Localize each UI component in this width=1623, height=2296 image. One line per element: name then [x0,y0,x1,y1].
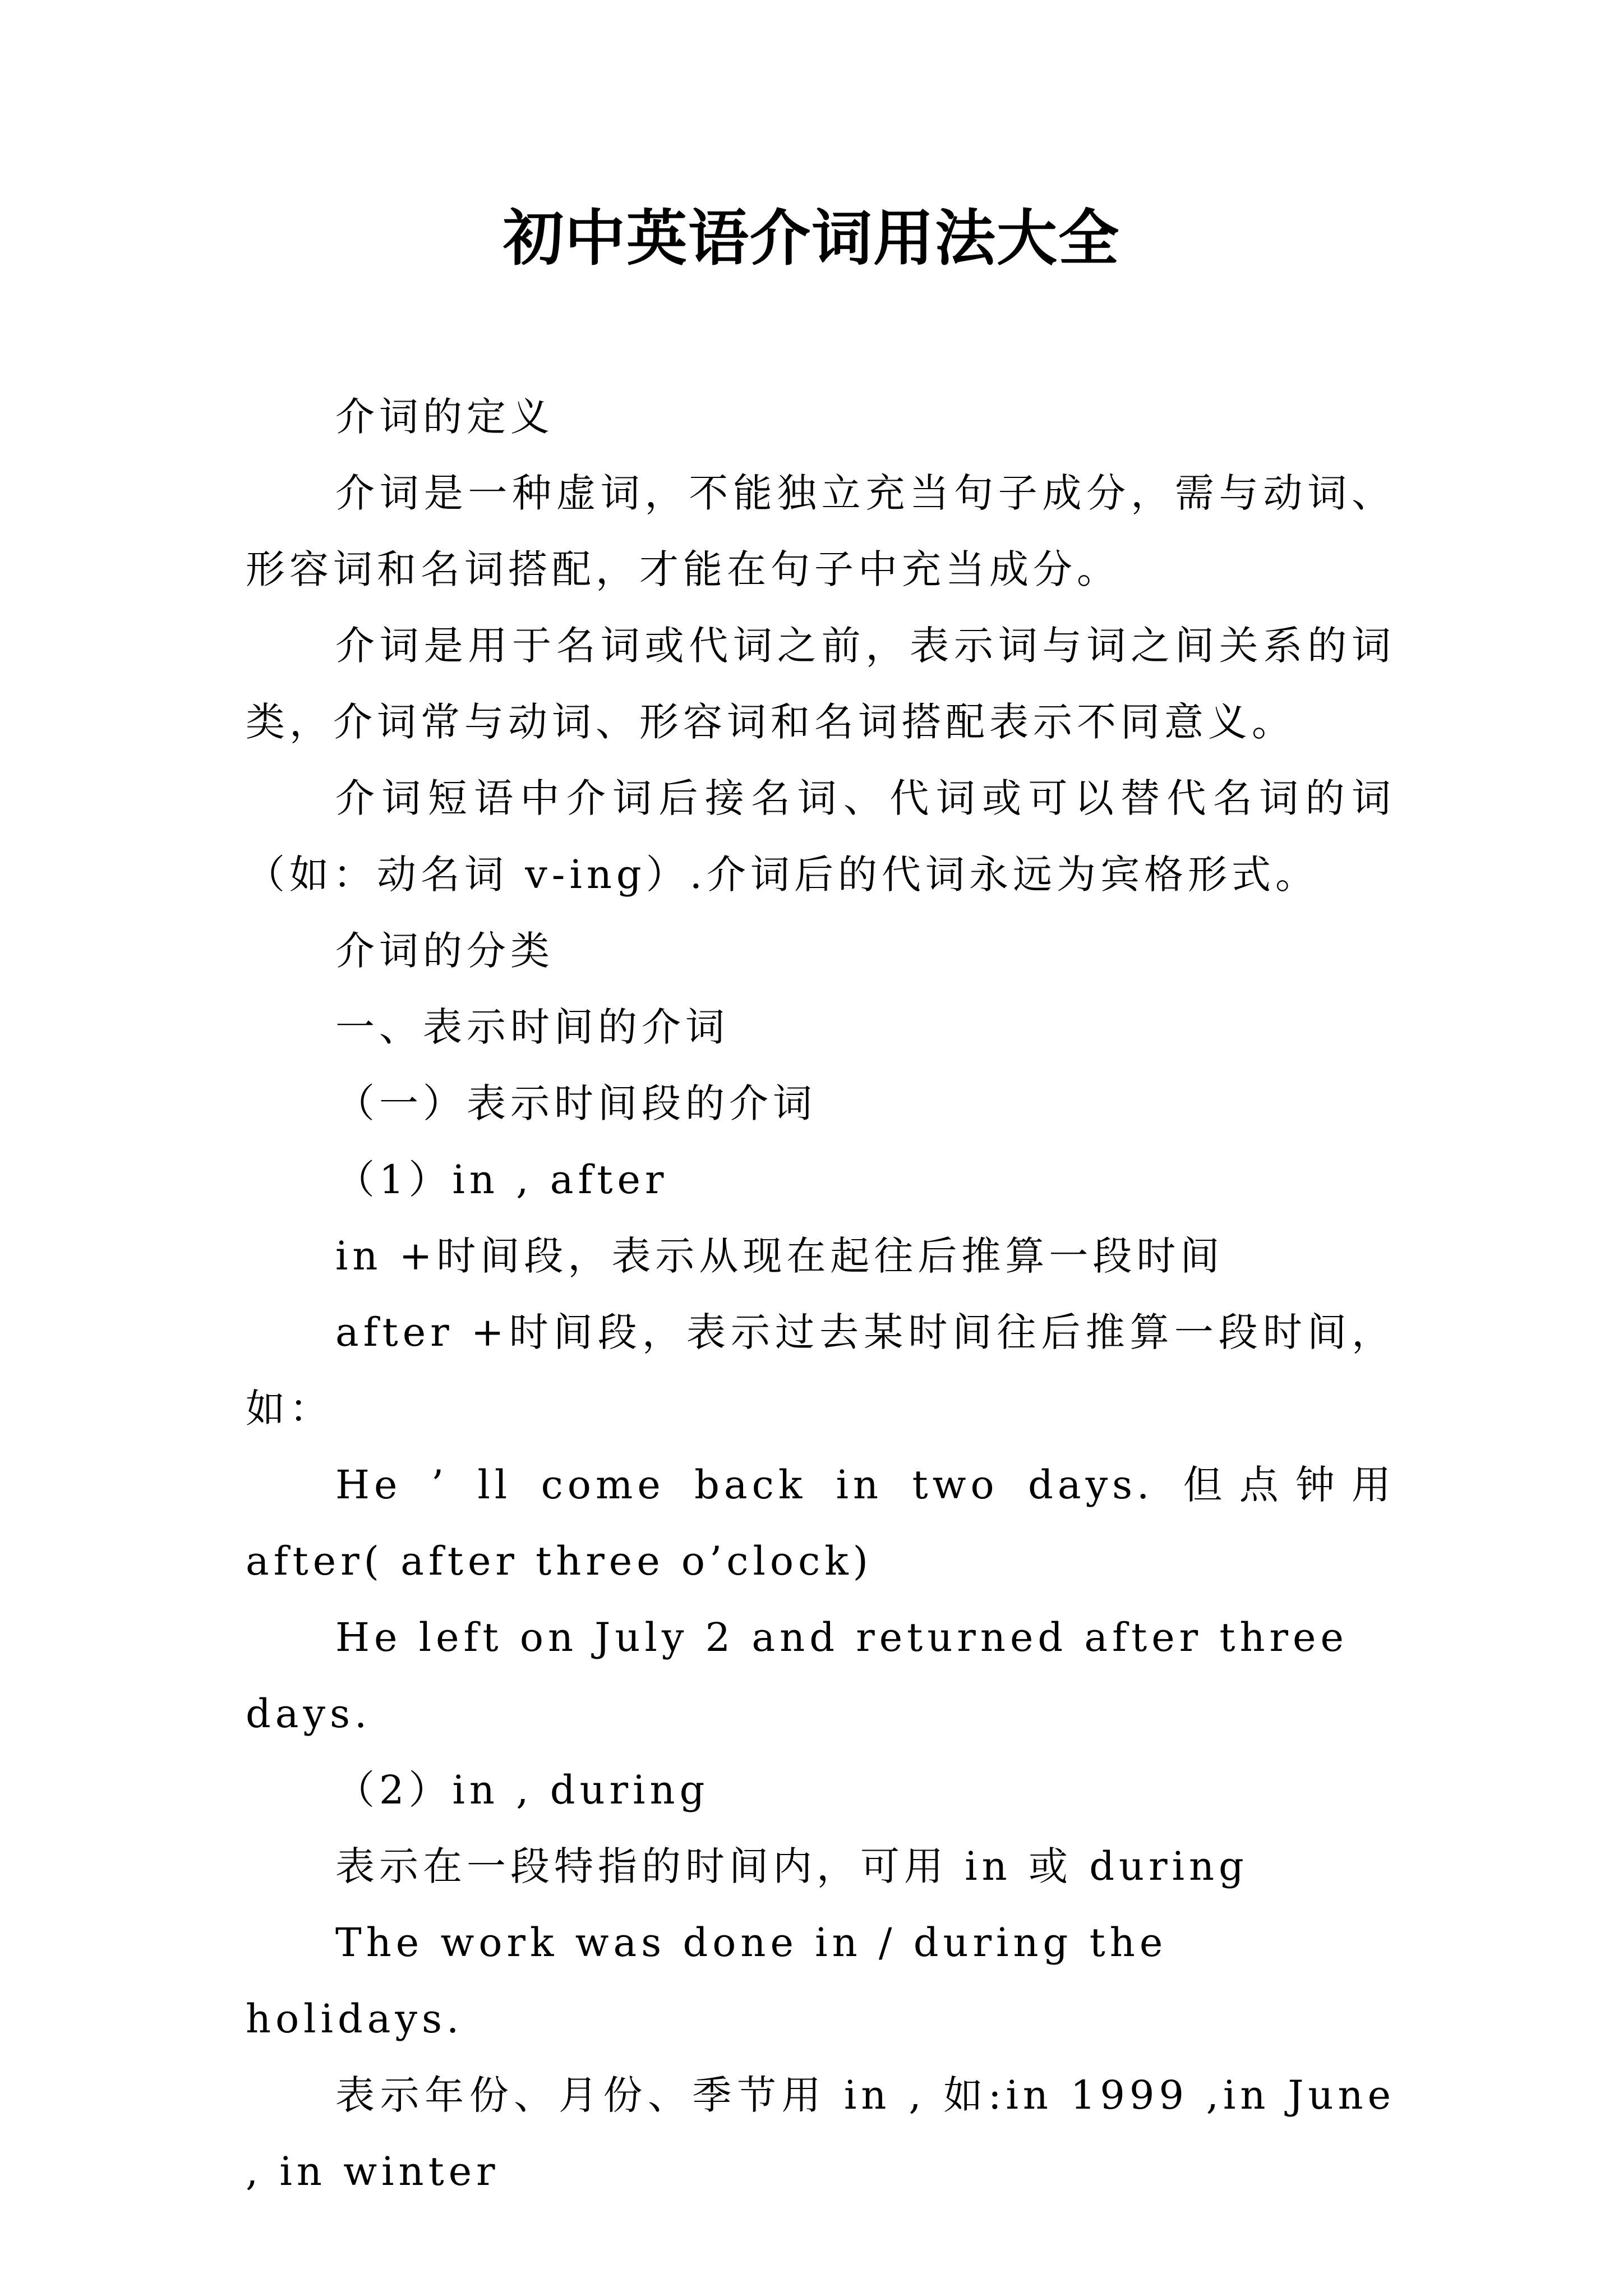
item-heading: （2）in , during [335,1767,709,1813]
subsection-heading: （一）表示时间段的介词 [335,1080,817,1126]
document-body [246,379,1395,2210]
paragraph: in +时间段，表示从现在起往后推算一段时间 [335,1233,1224,1279]
example-sentence: He left on July 2 and returned after three days. [246,1614,1348,1737]
example-sentence: The work was done in / during the holidays. [246,1920,1168,2042]
paragraph-definition-heading: 介词的定义 [335,394,554,440]
paragraph: 介词是用于名词或代词之前，表示词与词之间关系的词类，介词常与动词、形容词和名词搭配表示不同意义。 [246,623,1395,745]
document-title: 初中英语介词用法大全 [502,203,1120,274]
paragraph-classification-heading: 介词的分类 [335,928,554,974]
item-heading: （1）in , after [335,1157,668,1203]
paragraph: 表示年份、月份、季节用 in , 如:in 1999 ,in June , in winter [246,2072,1395,2194]
example-sentence: He ’ ll come back in two days. 但点钟用 after( after three o’clock) [246,1462,1395,1584]
paragraph: 表示在一段特指的时间内，可用 in 或 during [335,1843,1248,1889]
paragraph: after +时间段，表示过去某时间往后推算一段时间，如： [246,1309,1395,1432]
section-heading: 一、表示时间的介词 [335,1004,729,1050]
paragraph: 介词短语中介词后接名词、代词或可以替代名词的词（如：动名词 v-ing）.介词后的代词永远为宾格形式。 [246,775,1395,898]
paragraph: 介词是一种虚词，不能独立充当句子成分，需与动词、形容词和名词搭配，才能在句子中充当成分。 [246,470,1395,592]
